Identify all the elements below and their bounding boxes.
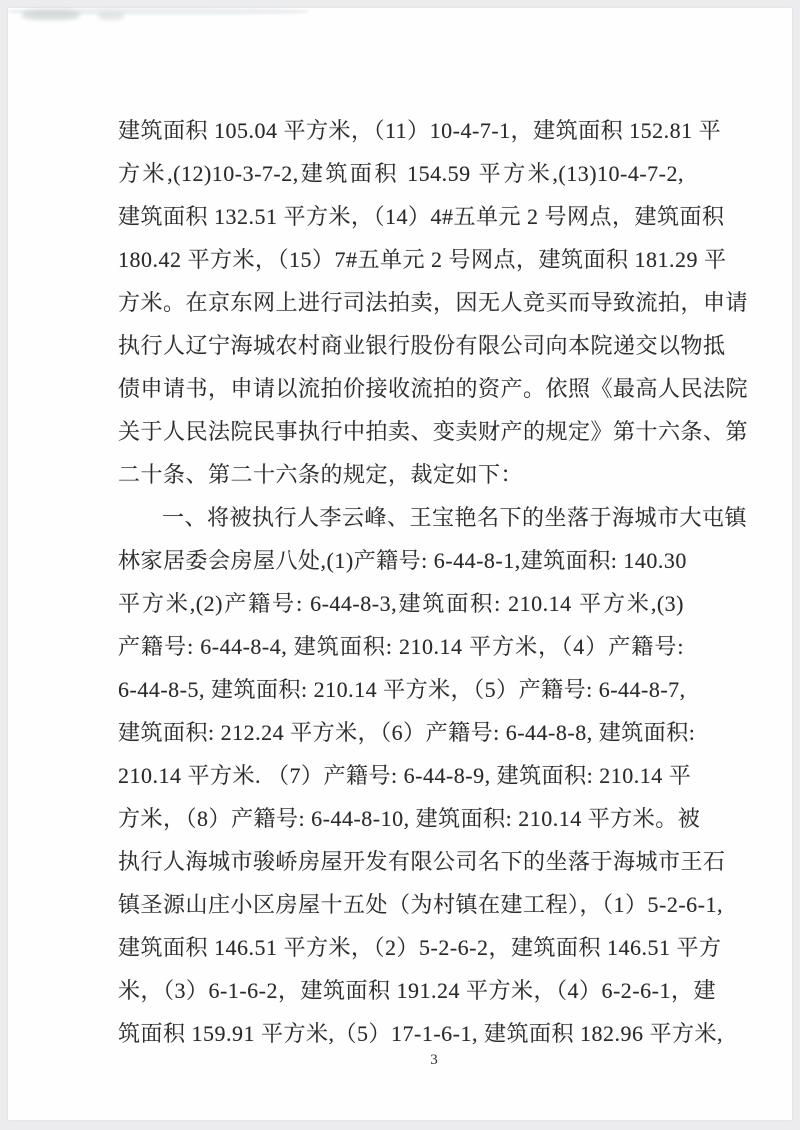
text-line: 6-44-8-5, 建筑面积: 210.14 平方米，（5）产籍号: 6-44-8-7, bbox=[118, 677, 686, 702]
text-line: 方米,(12)10-3-7-2,建筑面积 154.59 平方米,(13)10-4-7-2, bbox=[118, 161, 684, 186]
text-line: 米，（3）6-1-6-2，建筑面积 191.24 平方米，（4）6-2-6-1，建 bbox=[118, 978, 716, 1003]
text-line: 执行人海城市骏峤房屋开发有限公司名下的坐落于海城市王石 bbox=[118, 849, 726, 874]
text-line: 建筑面积 132.51 平方米，（14）4#五单元 2 号网点，建筑面积 bbox=[118, 204, 725, 229]
text-line: 林家居委会房屋八处,(1)产籍号: 6-44-8-1,建筑面积: 140.30 bbox=[118, 548, 687, 573]
text-line: 210.14 平方米. （7）产籍号: 6-44-8-9, 建筑面积: 210.14 平 bbox=[118, 763, 692, 788]
text-line: 方米，（8）产籍号: 6-44-8-10, 建筑面积: 210.14 平方米。被 bbox=[118, 806, 701, 831]
text-line: 建筑面积: 212.24 平方米，（6）产籍号: 6-44-8-8, 建筑面积: bbox=[118, 720, 696, 745]
document-body bbox=[118, 109, 749, 1055]
text-line: 产籍号: 6-44-8-4, 建筑面积: 210.14 平方米，（4）产籍号: bbox=[118, 634, 684, 659]
document-page bbox=[8, 8, 792, 1120]
text-line: 筑面积 159.91 平方米,（5）17-1-6-1, 建筑面积 182.96 平方米, bbox=[118, 1021, 723, 1046]
text-line: 一、将被执行人李云峰、王宝艳名下的坐落于海城市大屯镇 bbox=[162, 505, 748, 530]
scan-artifact bbox=[98, 12, 124, 20]
scan-artifact bbox=[22, 10, 80, 20]
text-line: 债申请书，申请以流拍价接收流拍的资产。依照《最高人民法院 bbox=[118, 376, 749, 401]
text-line: 180.42 平方米，（15）7#五单元 2 号网点，建筑面积 181.29 平 bbox=[118, 247, 727, 272]
text-line: 二十条、第二十六条的规定，裁定如下： bbox=[118, 462, 524, 487]
text-line: 建筑面积 105.04 平方米，（11）10-4-7-1，建筑面积 152.81 平 bbox=[118, 118, 722, 143]
text-line: 方米。在京东网上进行司法拍卖，因无人竞买而导致流拍，申请 bbox=[118, 290, 749, 315]
text-line: 建筑面积 146.51 平方米，（2）5-2-6-2，建筑面积 146.51 平方 bbox=[118, 935, 722, 960]
text-line: 关于人民法院民事执行中拍卖、变卖财产的规定》第十六条、第 bbox=[118, 419, 749, 444]
text-line: 平方米,(2)产籍号: 6-44-8-3,建筑面积: 210.14 平方米,(3) bbox=[118, 591, 684, 616]
page-number: 3 bbox=[430, 1052, 438, 1068]
text-line: 执行人辽宁海城农村商业银行股份有限公司向本院递交以物抵 bbox=[118, 333, 726, 358]
text-line: 镇圣源山庄小区房屋十五处（为村镇在建工程），（1）5-2-6-1, bbox=[118, 892, 723, 917]
